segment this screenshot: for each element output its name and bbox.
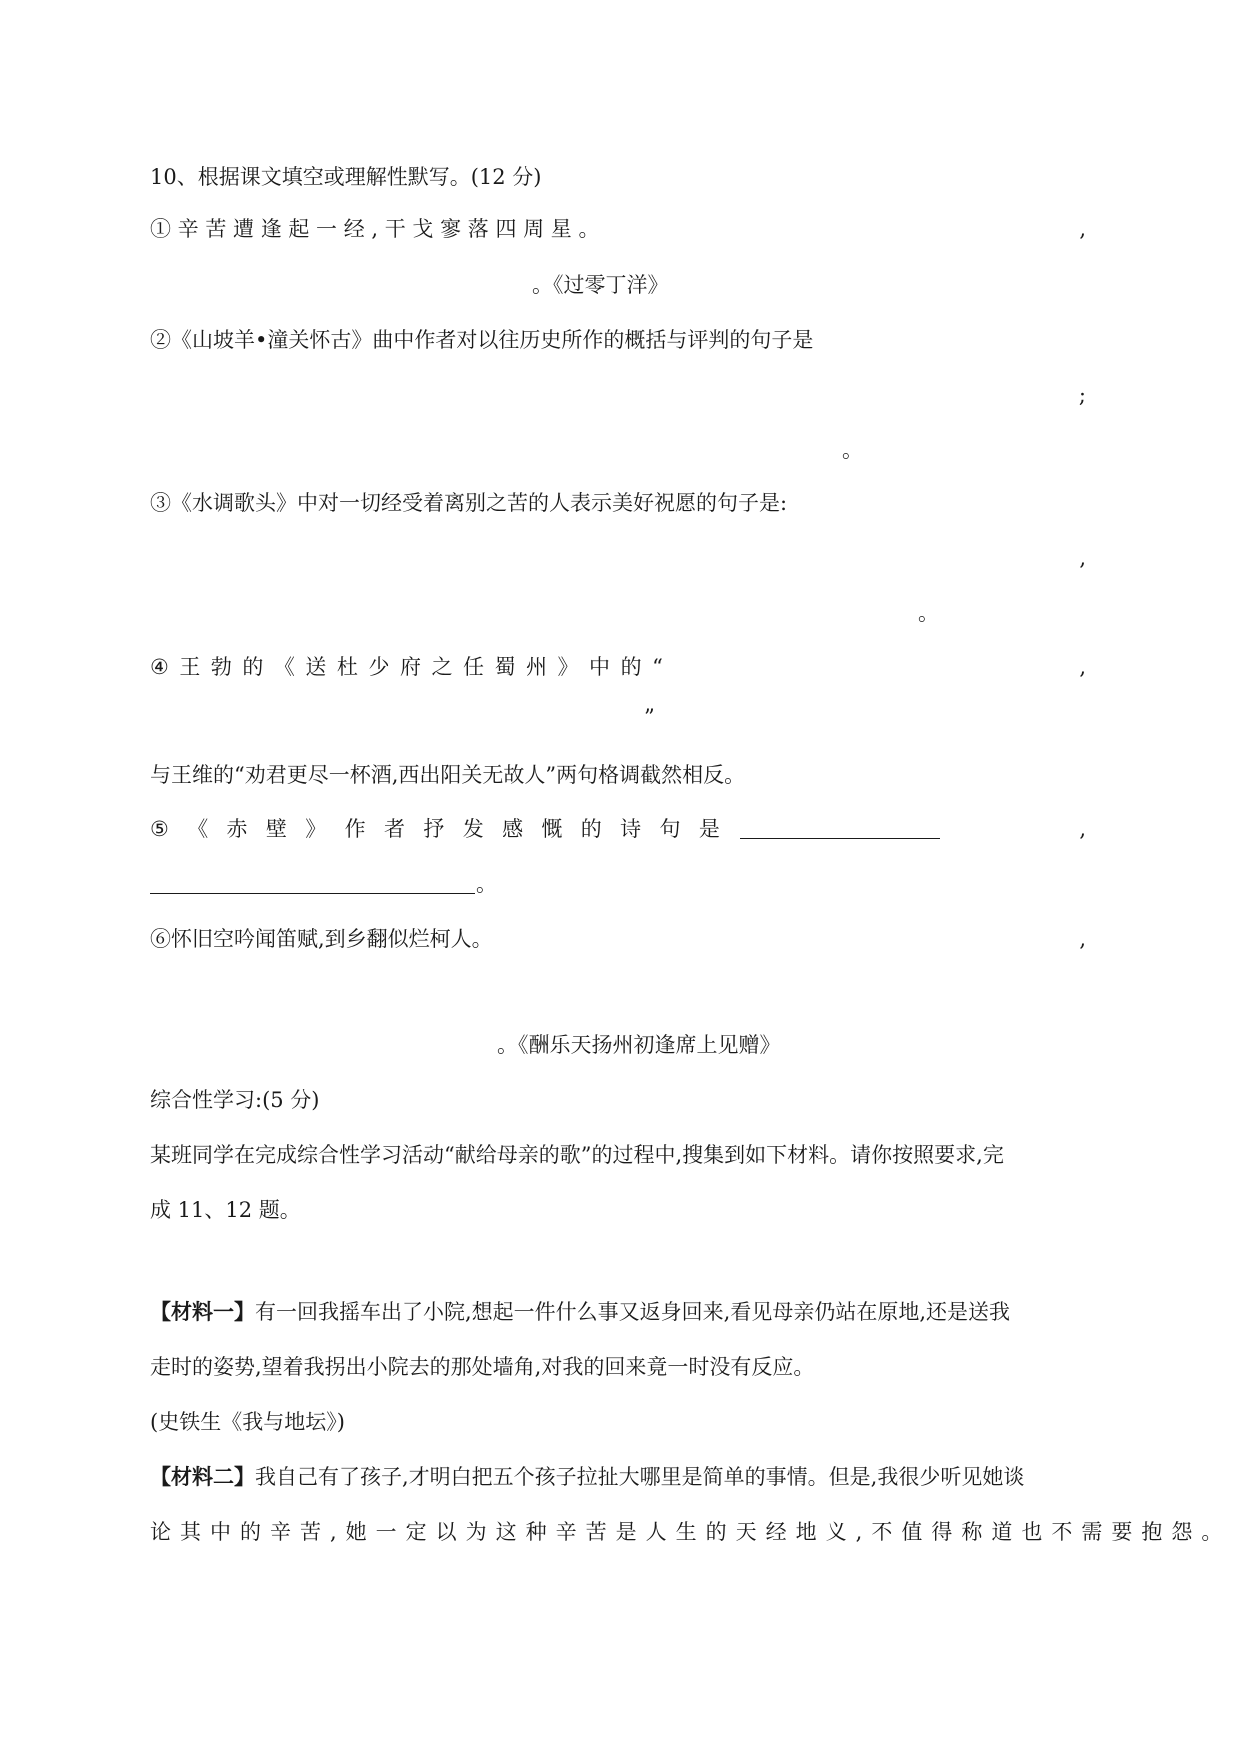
material2-label: 【材料二】 xyxy=(150,1464,255,1489)
item5-token: 者 xyxy=(383,817,405,841)
q10-item3-end: 。 xyxy=(918,601,939,625)
q10-item2-semicolon: ; xyxy=(1078,383,1086,407)
item4-token: 王 xyxy=(179,655,201,679)
q10-item4-comma: , xyxy=(1079,655,1086,679)
material2-line2: 论其中的辛苦,她一定以为这种辛苦是人生的天经地义,不值得称道也不需要抱怨。 xyxy=(150,1520,1232,1544)
item4-token: 少 xyxy=(368,655,390,679)
material1-text: 有一回我摇车出了小院,想起一件什么事又返身回来,看见母亲仍站在原地,还是送我 xyxy=(255,1300,1011,1324)
item4-token: 府 xyxy=(399,655,421,679)
item4-token: 的 xyxy=(620,655,642,679)
item5-token: 慨 xyxy=(541,817,563,841)
material2-line1 xyxy=(150,1462,1024,1492)
item5-token: 感 xyxy=(502,817,524,841)
item5-token: 壁 xyxy=(265,817,287,841)
item4-token: 蜀 xyxy=(494,655,516,679)
item5-token: 发 xyxy=(462,817,484,841)
q10-item3-text: ③《水调歌头》中对一切经受着离别之苦的人表示美好祝愿的句子是: xyxy=(150,491,788,515)
item5-token: 》 xyxy=(305,817,327,841)
item5-token: 抒 xyxy=(423,817,445,841)
q10-item2-end: 。 xyxy=(842,438,863,462)
item4-token: 州 xyxy=(526,655,548,679)
item5-token: ⑤ xyxy=(150,817,169,841)
item5-token: 诗 xyxy=(620,817,642,841)
item5-token: 的 xyxy=(580,817,602,841)
item5-token: 句 xyxy=(659,817,681,841)
item5-token: 《 xyxy=(187,817,209,841)
material1-source: (史铁生《我与地坛》) xyxy=(150,1410,345,1434)
comprehensive-intro-line2: 成 11、12 题。 xyxy=(150,1198,301,1222)
material1-line2: 走时的姿势,望着我拐出小院去的那处墙角,对我的回来竟一时没有反应。 xyxy=(150,1355,815,1379)
q10-item2-text: ②《山坡羊•潼关怀古》曲中作者对以往历史所作的概括与评判的句子是 xyxy=(150,328,814,352)
q10-item1-comma: , xyxy=(1079,217,1086,241)
item4-token: 杜 xyxy=(336,655,358,679)
q10-item1-source: 。《过零丁洋》 xyxy=(532,273,669,297)
item4-token: 勃 xyxy=(210,655,232,679)
answer-blank-line xyxy=(150,893,475,894)
q10-item3-comma: , xyxy=(1079,546,1086,570)
item4-token: “ xyxy=(652,655,663,679)
material2-text: 我自己有了孩子,才明白把五个孩子拉扯大哪里是简单的事情。但是,我很少听见她谈 xyxy=(255,1465,1025,1489)
item5-token: 作 xyxy=(344,817,366,841)
item4-token: ④ xyxy=(150,655,169,679)
q10-item6-text: ⑥怀旧空吟闻笛赋,到乡翻似烂柯人。 xyxy=(150,927,493,951)
q10-item4-close-quote: ” xyxy=(644,705,655,729)
item4-token: 之 xyxy=(431,655,453,679)
comprehensive-heading: 综合性学习:(5 分) xyxy=(150,1088,320,1112)
item4-token: 《 xyxy=(273,655,295,679)
q10-item6-comma: , xyxy=(1079,927,1086,951)
q10-item4-text xyxy=(150,652,663,682)
item4-token: 任 xyxy=(462,655,484,679)
q10-heading: 10、根据课文填空或理解性默写。(12 分) xyxy=(150,165,542,189)
item5-token: 赤 xyxy=(226,817,248,841)
q10-item5-end: 。 xyxy=(476,872,497,896)
item5-token: 是 xyxy=(698,817,720,841)
material1-label: 【材料一】 xyxy=(150,1299,255,1324)
material1-line1 xyxy=(150,1297,1010,1327)
q10-item4-line2: 与王维的“劝君更尽一杯酒,西出阳关无故人”两句格调截然相反。 xyxy=(150,763,746,787)
q10-item5-comma: , xyxy=(1079,817,1086,841)
q10-item6-source: 。《酬乐天扬州初逢席上见赠》 xyxy=(497,1033,781,1057)
item4-token: 送 xyxy=(305,655,327,679)
answer-blank-line xyxy=(740,838,940,839)
item4-token: 的 xyxy=(242,655,264,679)
item4-token: 中 xyxy=(589,655,611,679)
q10-item5-text xyxy=(150,814,720,844)
q10-item1-text: ① 辛 苦 遭 逢 起 一 经 , 干 戈 寥 落 四 周 星 。 xyxy=(150,217,600,241)
item4-token: 》 xyxy=(557,655,579,679)
comprehensive-intro-line1: 某班同学在完成综合性学习活动“献给母亲的歌”的过程中,搜集到如下材料。请你按照要求,完 xyxy=(150,1143,1004,1167)
